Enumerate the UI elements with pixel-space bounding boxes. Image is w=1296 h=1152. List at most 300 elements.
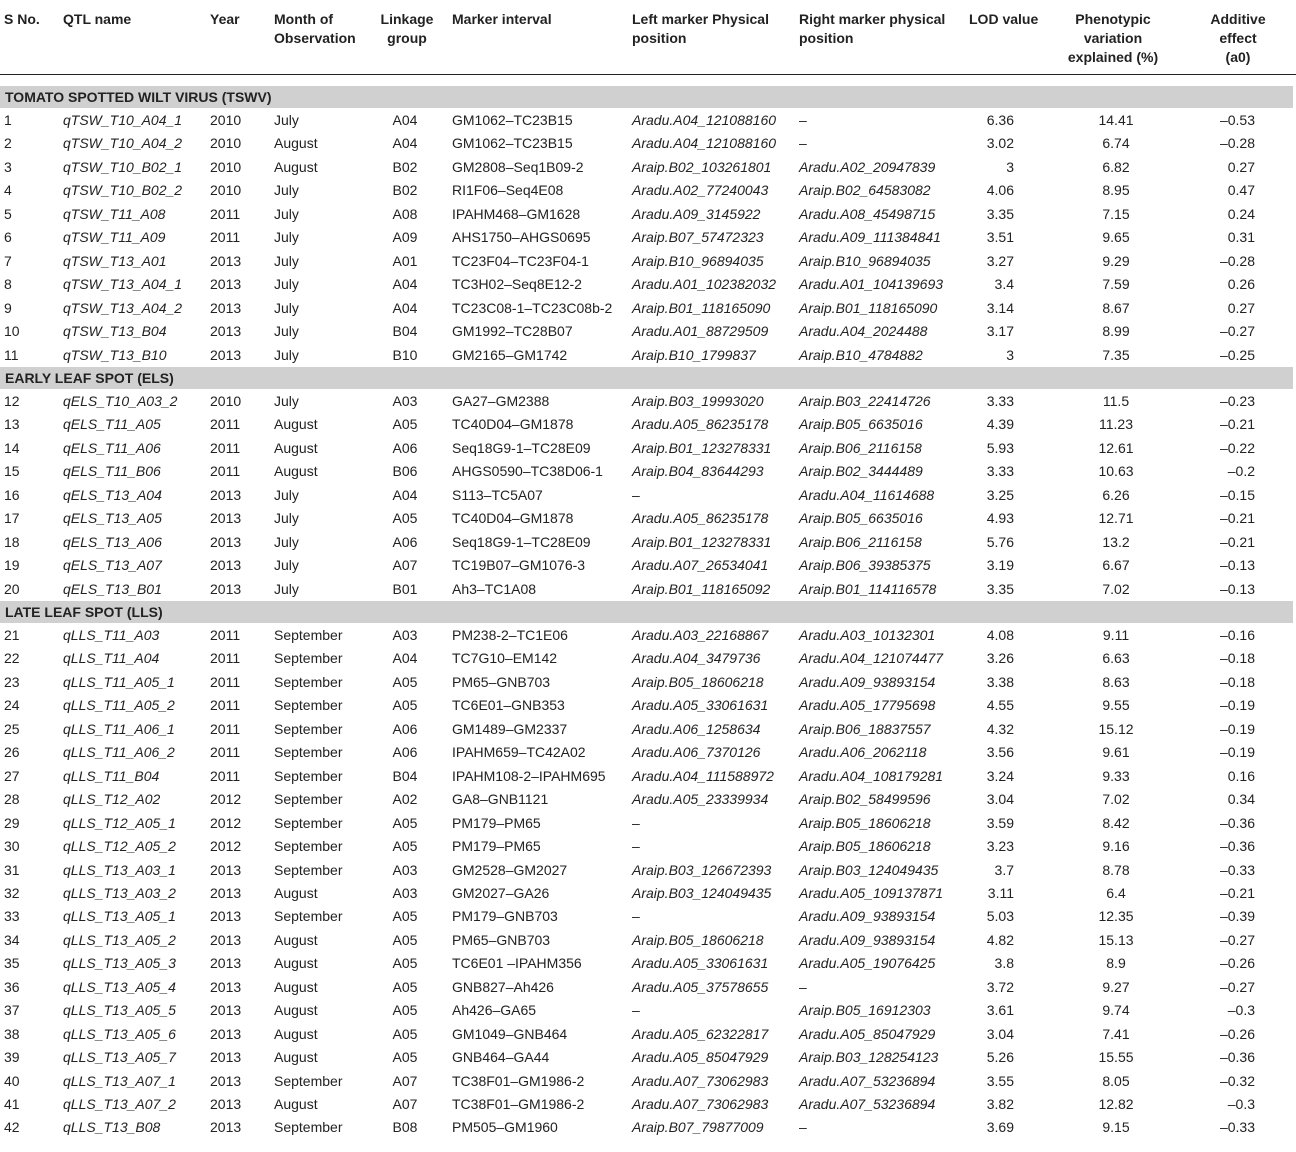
cell-pve: 8.63 <box>1102 673 1130 690</box>
section-header <box>0 601 1293 623</box>
cell-marker-interval: PM238-2–TC1E06 <box>452 627 568 643</box>
cell-pve: 6.74 <box>1102 135 1130 152</box>
cell-sno: 2 <box>4 135 12 152</box>
cell-sno: 11 <box>4 346 19 363</box>
header-left-line: Left marker Physical <box>632 11 769 27</box>
cell-qtl-name: qLLS_T12_A05_1 <box>63 814 176 831</box>
cell-marker-interval: TC6E01 –IPAHM356 <box>452 955 582 972</box>
cell-marker-interval: RI1F06–Seq4E08 <box>452 182 564 199</box>
cell-month: August <box>274 463 318 480</box>
cell-pve: 9.55 <box>1102 697 1130 714</box>
cell-left-marker: Aradu.A04_121088160 <box>632 112 777 128</box>
table-row <box>0 646 1296 670</box>
table-row <box>0 1115 1296 1139</box>
cell-linkage-group: A05 <box>392 955 418 972</box>
cell-month: July <box>274 276 299 293</box>
cell-year: 2013 <box>210 1025 242 1042</box>
header-pve <box>1068 10 1158 67</box>
cell-lod: 4.93 <box>986 510 1014 527</box>
cell-marker-interval: TC23C08-1–TC23C08b-2 <box>452 299 613 316</box>
cell-lod: 4.08 <box>986 627 1014 643</box>
cell-left-marker: Aradu.A05_37578655 <box>632 978 769 995</box>
cell-lod: 5.03 <box>986 908 1014 925</box>
cell-left-marker: Araip.B02_103261801 <box>632 158 772 175</box>
cell-qtl-name: qLLS_T13_A07_1 <box>63 1072 176 1089</box>
cell-qtl-name: qLLS_T13_A05_1 <box>63 908 176 925</box>
cell-pve: 14.41 <box>1098 112 1134 128</box>
cell-year: 2011 <box>210 439 241 456</box>
cell-qtl-name: qTSW_T11_A09 <box>63 229 166 246</box>
cell-additive: –0.18 <box>1219 673 1255 690</box>
cell-lod: 4.55 <box>986 697 1014 714</box>
cell-year: 2012 <box>210 791 242 808</box>
cell-linkage-group: A06 <box>392 439 418 456</box>
cell-pve: 12.82 <box>1098 1096 1134 1112</box>
cell-year: 2013 <box>210 486 242 503</box>
cell-left-marker: Araip.B03_19993020 <box>632 393 764 409</box>
cell-linkage-group: A04 <box>392 299 418 316</box>
cell-lod: 3.33 <box>986 463 1014 480</box>
cell-lod: 3.7 <box>994 861 1014 878</box>
cell-lod: 3.02 <box>986 135 1014 152</box>
cell-additive: –0.32 <box>1219 1072 1255 1089</box>
cell-year: 2010 <box>210 112 242 128</box>
cell-marker-interval: Ah3–TC1A08 <box>452 580 537 597</box>
cell-pve: 7.41 <box>1102 1025 1130 1042</box>
cell-left-marker: Araip.B04_83644293 <box>632 463 764 480</box>
cell-year: 2011 <box>210 463 241 480</box>
cell-marker-interval: GM2528–GM2027 <box>452 861 568 878</box>
cell-qtl-name: qLLS_T13_A03_2 <box>63 884 176 901</box>
cell-linkage-group: B08 <box>392 1119 418 1136</box>
cell-sno: 6 <box>4 229 12 246</box>
cell-pve: 7.35 <box>1102 346 1130 363</box>
cell-left-marker: Aradu.A05_62322817 <box>632 1025 769 1042</box>
cell-pve: 8.78 <box>1102 861 1130 878</box>
cell-additive: –0.27 <box>1219 323 1255 340</box>
cell-qtl-name: qTSW_T13_A04_1 <box>63 276 183 293</box>
cell-qtl-name: qTSW_T13_A04_2 <box>63 299 183 316</box>
cell-month: August <box>274 158 318 175</box>
cell-additive: –0.19 <box>1219 744 1255 761</box>
cell-year: 2013 <box>210 908 242 925</box>
table-row <box>0 951 1296 975</box>
cell-pve: 7.02 <box>1102 791 1130 808</box>
cell-qtl-name: qLLS_T11_A03 <box>63 627 160 643</box>
cell-marker-interval: GM1992–TC28B07 <box>452 323 573 340</box>
cell-additive: 0.26 <box>1227 276 1255 293</box>
header-lg-line: group <box>387 30 427 46</box>
cell-year: 2012 <box>210 814 242 831</box>
cell-marker-interval: GNB464–GA44 <box>452 1049 550 1066</box>
cell-right-marker: Aradu.A09_93893154 <box>799 931 936 948</box>
cell-qtl-name: qLLS_T13_A05_2 <box>63 931 176 948</box>
cell-additive: –0.27 <box>1219 978 1255 995</box>
cell-sno: 36 <box>4 978 20 995</box>
cell-qtl-name: qTSW_T10_B02_2 <box>63 182 183 199</box>
cell-marker-interval: Seq18G9-1–TC28E09 <box>452 439 591 456</box>
cell-month: July <box>274 393 299 409</box>
cell-additive: –0.33 <box>1219 1119 1255 1136</box>
header-marker-interval: Marker interval <box>452 11 552 27</box>
cell-sno: 25 <box>4 720 20 737</box>
cell-additive: –0.15 <box>1219 486 1255 503</box>
cell-additive: –0.18 <box>1219 650 1255 667</box>
cell-pve: 9.74 <box>1102 1002 1130 1019</box>
cell-linkage-group: B02 <box>392 158 418 175</box>
cell-marker-interval: PM179–PM65 <box>452 814 541 831</box>
cell-linkage-group: A05 <box>392 697 418 714</box>
cell-linkage-group: A08 <box>392 205 418 222</box>
cell-linkage-group: A05 <box>392 1025 418 1042</box>
table-row <box>0 998 1296 1022</box>
table-row <box>0 131 1296 155</box>
cell-linkage-group: A05 <box>392 978 418 995</box>
cell-right-marker: – <box>799 135 807 152</box>
cell-marker-interval: Ah426–GA65 <box>452 1002 537 1019</box>
cell-pve: 6.67 <box>1102 557 1130 574</box>
cell-lod: 3.4 <box>994 276 1014 293</box>
table-row <box>0 225 1296 249</box>
cell-year: 2010 <box>210 393 242 409</box>
cell-year: 2011 <box>210 767 241 784</box>
cell-year: 2011 <box>210 416 241 433</box>
table-row <box>0 530 1296 554</box>
cell-sno: 23 <box>4 673 20 690</box>
cell-pve: 15.12 <box>1098 720 1134 737</box>
cell-additive: –0.3 <box>1227 1002 1255 1019</box>
cell-right-marker: Aradu.A07_53236894 <box>799 1072 936 1089</box>
header-right-line: position <box>799 30 854 46</box>
cell-marker-interval: TC23F04–TC23F04-1 <box>452 252 589 269</box>
cell-right-marker: – <box>799 1119 807 1136</box>
cell-marker-interval: TC19B07–GM1076-3 <box>452 557 586 574</box>
cell-right-marker: Araip.B03_124049435 <box>799 861 939 878</box>
cell-month: September <box>274 908 343 925</box>
cell-right-marker: Araip.B06_18837557 <box>799 720 931 737</box>
cell-additive: –0.21 <box>1219 416 1255 433</box>
cell-qtl-name: qELS_T13_A06 <box>63 533 162 550</box>
header-add-line: (a0) <box>1225 49 1251 65</box>
cell-sno: 27 <box>4 767 20 784</box>
cell-linkage-group: B10 <box>392 346 418 363</box>
cell-qtl-name: qLLS_T11_A06_1 <box>63 720 175 737</box>
cell-linkage-group: A06 <box>392 744 418 761</box>
cell-lod: 3.17 <box>986 323 1014 340</box>
cell-left-marker: Araip.B10_1799837 <box>632 346 756 363</box>
cell-right-marker: Aradu.A05_19076425 <box>799 955 936 972</box>
cell-right-marker: Araip.B02_58499596 <box>799 791 931 808</box>
cell-linkage-group: A05 <box>392 1002 418 1019</box>
cell-pve: 9.16 <box>1102 838 1130 855</box>
table-row <box>0 459 1296 483</box>
cell-additive: –0.13 <box>1219 557 1255 574</box>
cell-right-marker: Araip.B06_39385375 <box>799 557 931 574</box>
cell-year: 2013 <box>210 1072 242 1089</box>
cell-linkage-group: A07 <box>392 1096 418 1112</box>
cell-sno: 21 <box>4 627 20 643</box>
cell-left-marker: Aradu.A09_3145922 <box>632 205 761 222</box>
table-row <box>0 975 1296 999</box>
header-right-marker <box>799 10 945 48</box>
cell-left-marker: Aradu.A04_111588972 <box>632 767 774 784</box>
cell-sno: 16 <box>4 486 20 503</box>
cell-month: September <box>274 627 343 643</box>
cell-pve: 13.2 <box>1102 533 1130 550</box>
cell-additive: –0.21 <box>1219 533 1255 550</box>
cell-qtl-name: qELS_T13_B01 <box>63 580 162 597</box>
table-row <box>0 553 1296 577</box>
cell-right-marker: Aradu.A03_10132301 <box>799 627 936 643</box>
cell-month: August <box>274 416 318 433</box>
cell-month: July <box>274 346 299 363</box>
cell-month: July <box>274 182 299 199</box>
cell-lod: 5.26 <box>986 1049 1014 1066</box>
cell-left-marker: – <box>632 486 640 503</box>
cell-left-marker: Aradu.A05_86235178 <box>632 510 769 527</box>
cell-marker-interval: GM1062–TC23B15 <box>452 135 573 152</box>
cell-qtl-name: qELS_T11_B06 <box>63 463 161 480</box>
cell-left-marker: Aradu.A06_7370126 <box>632 744 761 761</box>
cell-marker-interval: PM505–GM1960 <box>452 1119 558 1136</box>
header-lg-line: Linkage <box>380 11 434 27</box>
cell-marker-interval: IPAHM468–GM1628 <box>452 205 581 222</box>
cell-month: July <box>274 299 299 316</box>
cell-lod: 3.23 <box>986 838 1014 855</box>
cell-linkage-group: B06 <box>392 463 418 480</box>
cell-additive: –0.36 <box>1219 814 1255 831</box>
header-left-marker <box>632 10 769 48</box>
cell-right-marker: Aradu.A05_17795698 <box>799 697 936 714</box>
header-pve-line: Phenotypic <box>1075 11 1151 27</box>
cell-lod: 3.8 <box>994 955 1014 972</box>
cell-right-marker: – <box>799 978 807 995</box>
cell-year: 2011 <box>210 205 241 222</box>
cell-right-marker: Araip.B05_18606218 <box>799 838 931 855</box>
cell-lod: 3.26 <box>986 650 1014 667</box>
cell-sno: 37 <box>4 1002 20 1019</box>
header-add-line: Additive effect <box>1210 11 1266 46</box>
cell-left-marker: Aradu.A02_77240043 <box>632 182 769 199</box>
cell-sno: 22 <box>4 650 20 667</box>
table-row <box>0 1045 1296 1069</box>
cell-lod: 3.25 <box>986 486 1014 503</box>
cell-year: 2011 <box>210 720 241 737</box>
table-row <box>0 319 1296 343</box>
cell-qtl-name: qTSW_T10_B02_1 <box>63 158 183 175</box>
cell-left-marker: Aradu.A05_23339934 <box>632 791 769 808</box>
cell-sno: 14 <box>4 439 20 456</box>
cell-lod: 3.19 <box>986 557 1014 574</box>
cell-pve: 8.95 <box>1102 182 1130 199</box>
cell-additive: –0.26 <box>1219 955 1255 972</box>
cell-additive: –0.28 <box>1219 252 1255 269</box>
table-row <box>0 858 1296 882</box>
cell-right-marker: Araip.B05_18606218 <box>799 814 931 831</box>
cell-marker-interval: GM2165–GM1742 <box>452 346 568 363</box>
cell-year: 2013 <box>210 884 242 901</box>
cell-lod: 3.61 <box>986 1002 1014 1019</box>
cell-left-marker: Aradu.A01_88729509 <box>632 323 769 340</box>
table-row <box>0 811 1296 835</box>
table-row <box>0 1022 1296 1046</box>
table-row <box>0 928 1296 952</box>
cell-linkage-group: A07 <box>392 557 418 574</box>
cell-linkage-group: A04 <box>392 112 418 128</box>
cell-right-marker: Aradu.A04_121074477 <box>799 650 944 667</box>
cell-lod: 3.27 <box>986 252 1014 269</box>
cell-linkage-group: A05 <box>392 416 418 433</box>
cell-pve: 9.61 <box>1102 744 1130 761</box>
cell-additive: –0.26 <box>1219 1025 1255 1042</box>
cell-marker-interval: PM179–GNB703 <box>452 908 558 925</box>
cell-lod: 3.69 <box>986 1119 1014 1136</box>
cell-linkage-group: A04 <box>392 486 418 503</box>
cell-marker-interval: GA27–GM2388 <box>452 393 550 409</box>
table-row <box>0 1092 1296 1116</box>
cell-month: September <box>274 767 343 784</box>
cell-month: August <box>274 931 318 948</box>
header-month <box>274 10 356 48</box>
cell-month: July <box>274 229 299 246</box>
table-row <box>0 412 1296 436</box>
cell-pve: 15.55 <box>1098 1049 1134 1066</box>
cell-additive: –0.21 <box>1219 510 1255 527</box>
table-row <box>0 272 1296 296</box>
cell-year: 2013 <box>210 276 242 293</box>
cell-left-marker: Araip.B05_18606218 <box>632 931 764 948</box>
cell-lod: 3.72 <box>986 978 1014 995</box>
header-qtl-name: QTL name <box>63 11 132 27</box>
cell-marker-interval: AHS1750–AHGS0695 <box>452 229 591 246</box>
cell-month: August <box>274 1025 318 1042</box>
table-row <box>0 787 1296 811</box>
cell-month: July <box>274 486 299 503</box>
cell-right-marker: Araip.B03_22414726 <box>799 393 931 409</box>
table-row <box>0 764 1296 788</box>
cell-qtl-name: qTSW_T13_B04 <box>63 323 167 340</box>
cell-qtl-name: qELS_T13_A05 <box>63 510 162 527</box>
cell-pve: 12.71 <box>1098 510 1134 527</box>
cell-additive: –0.53 <box>1219 112 1255 128</box>
header-sno: S No. <box>4 11 40 27</box>
cell-lod: 3.55 <box>986 1072 1014 1089</box>
cell-lod: 4.82 <box>986 931 1014 948</box>
cell-sno: 24 <box>4 697 20 714</box>
header-month-line: Observation <box>274 30 356 46</box>
cell-sno: 18 <box>4 533 20 550</box>
cell-qtl-name: qELS_T11_A06 <box>63 439 161 456</box>
table-row <box>0 108 1296 132</box>
cell-left-marker: – <box>632 814 640 831</box>
cell-pve: 9.33 <box>1102 767 1130 784</box>
cell-right-marker: Aradu.A05_85047929 <box>799 1025 936 1042</box>
cell-marker-interval: GM1062–TC23B15 <box>452 112 573 128</box>
table-row <box>0 249 1296 273</box>
cell-year: 2013 <box>210 931 242 948</box>
cell-pve: 9.27 <box>1102 978 1130 995</box>
table-row <box>0 436 1296 460</box>
cell-right-marker: Araip.B06_2116158 <box>799 439 922 456</box>
cell-left-marker: Aradu.A05_33061631 <box>632 697 769 714</box>
cell-additive: –0.21 <box>1219 884 1255 901</box>
cell-right-marker: Aradu.A04_11614688 <box>799 486 935 503</box>
cell-left-marker: Aradu.A07_26534041 <box>632 557 769 574</box>
cell-sno: 7 <box>4 252 12 269</box>
cell-sno: 35 <box>4 955 20 972</box>
cell-additive: 0.16 <box>1227 767 1255 784</box>
cell-month: July <box>274 533 299 550</box>
cell-qtl-name: qTSW_T13_A01 <box>63 252 167 269</box>
cell-additive: –0.13 <box>1219 580 1255 597</box>
cell-month: September <box>274 838 343 855</box>
cell-lod: 3.51 <box>986 229 1014 246</box>
cell-additive: –0.28 <box>1219 135 1255 152</box>
cell-right-marker: Aradu.A04_108179281 <box>799 767 944 784</box>
cell-lod: 4.32 <box>986 720 1014 737</box>
cell-qtl-name: qLLS_T12_A02 <box>63 791 161 808</box>
cell-left-marker: Aradu.A05_86235178 <box>632 416 769 433</box>
table-row <box>0 623 1296 647</box>
cell-qtl-name: qTSW_T11_A08 <box>63 205 166 222</box>
cell-marker-interval: TC3H02–Seq8E12-2 <box>452 276 582 293</box>
cell-linkage-group: B02 <box>392 182 418 199</box>
cell-month: September <box>274 720 343 737</box>
cell-marker-interval: TC40D04–GM1878 <box>452 416 574 433</box>
cell-left-marker: Araip.B01_118165090 <box>632 299 771 316</box>
cell-linkage-group: B04 <box>392 767 418 784</box>
cell-right-marker: Aradu.A01_104139693 <box>799 276 944 293</box>
cell-pve: 15.13 <box>1098 931 1134 948</box>
cell-left-marker: Aradu.A07_73062983 <box>632 1096 769 1112</box>
cell-right-marker: Araip.B05_16912303 <box>799 1002 931 1019</box>
cell-lod: 3.38 <box>986 673 1014 690</box>
cell-lod: 3 <box>1006 158 1014 175</box>
cell-marker-interval: GM1489–GM2337 <box>452 720 568 737</box>
cell-sno: 29 <box>4 814 20 831</box>
cell-right-marker: Aradu.A08_45498715 <box>799 205 936 222</box>
table-row <box>0 506 1296 530</box>
cell-month: September <box>274 1072 343 1089</box>
header-additive <box>1209 10 1267 67</box>
cell-qtl-name: qTSW_T10_A04_2 <box>63 135 183 152</box>
cell-sno: 20 <box>4 580 20 597</box>
cell-marker-interval: GM1049–GNB464 <box>452 1025 568 1042</box>
cell-month: September <box>274 673 343 690</box>
cell-pve: 8.42 <box>1102 814 1130 831</box>
cell-additive: 0.24 <box>1227 205 1255 222</box>
table-row <box>0 577 1296 601</box>
cell-left-marker: Araip.B05_18606218 <box>632 673 764 690</box>
cell-linkage-group: A03 <box>392 393 418 409</box>
cell-right-marker: Aradu.A07_53236894 <box>799 1096 936 1112</box>
cell-marker-interval: IPAHM659–TC42A02 <box>452 744 586 761</box>
cell-sno: 4 <box>4 182 12 199</box>
cell-pve: 12.61 <box>1098 439 1134 456</box>
header-year: Year <box>210 11 240 27</box>
table-row <box>0 740 1296 764</box>
cell-year: 2013 <box>210 1096 242 1112</box>
cell-month: August <box>274 884 318 901</box>
cell-sno: 41 <box>4 1096 20 1112</box>
cell-marker-interval: PM65–GNB703 <box>452 673 551 690</box>
cell-lod: 6.36 <box>986 112 1014 128</box>
cell-linkage-group: B01 <box>392 580 418 597</box>
table-row <box>0 717 1296 741</box>
cell-right-marker: Aradu.A09_111384841 <box>799 229 941 246</box>
cell-qtl-name: qTSW_T10_A04_1 <box>63 112 183 128</box>
cell-linkage-group: A05 <box>392 673 418 690</box>
